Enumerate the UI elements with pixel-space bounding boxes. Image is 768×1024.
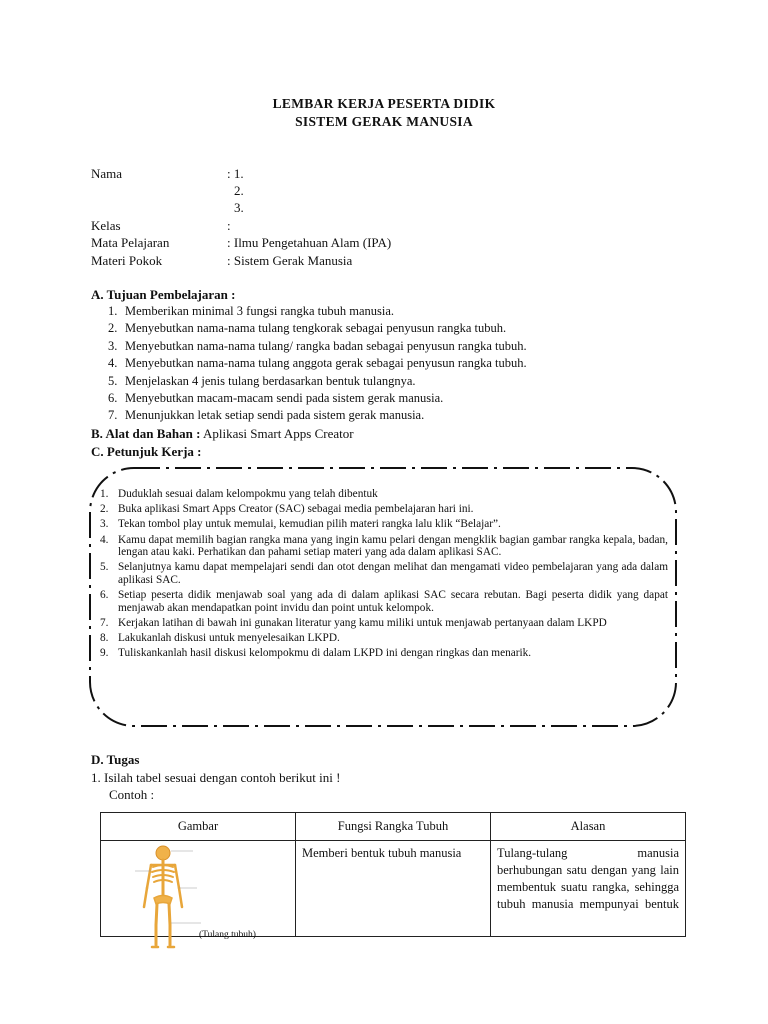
mapel-label: Mata Pelajaran — [91, 235, 170, 250]
table-header-row — [101, 813, 686, 841]
list-item: 8. Lakukanlah diskusi untuk menyelesaikan LKPD. — [100, 632, 340, 645]
list-item: 4. Menyebutkan nama-nama tulang anggota gerak sebagai penyusun rangka tubuh. — [108, 356, 527, 371]
section-b — [91, 426, 354, 442]
list-item: 3. Tekan tombol play untuk memulai, kemudian pilih materi rangka lalu klik “Belajar”. — [100, 518, 501, 531]
title-line-2: SISTEM GERAK MANUSIA — [295, 114, 473, 129]
section-b-value: Aplikasi Smart Apps Creator — [200, 426, 354, 441]
list-item: 2. Buka aplikasi Smart Apps Creator (SAC) sebagai media pembelajaran hari ini. — [100, 503, 474, 516]
list-item: 1. Memberikan minimal 3 fungsi rangka tubuh manusia. — [108, 304, 395, 318]
list-item: 9. Tuliskankanlah hasil diskusi kelompokmu di dalam LKPD ini dengan ringkas dan menarik. — [100, 647, 532, 660]
list-item: 1. Duduklah sesuai dalam kelompokmu yang telah dibentuk — [100, 488, 378, 500]
list-item: 2. Menyebutkan nama-nama tulang tengkorak sebagai penyusun rangka tubuh. — [108, 321, 507, 336]
task-1: 1. Isilah tabel sesuai dengan contoh berikut ini ! — [91, 770, 341, 785]
section-d-heading: D. Tugas — [91, 752, 140, 767]
list-item: 6. Menyebutkan macam-macam sendi pada sistem gerak manusia. — [108, 390, 444, 405]
list-item: 3. Menyebutkan nama-nama tulang/ rangka badan sebagai penyusun rangka tubuh. — [108, 338, 527, 353]
nama-value-2: 2. — [234, 183, 244, 198]
list-item: 6. Setiap peserta didik menjawab soal yang ada di dalam aplikasi SAC secara rebutan. Bagi peserta didik yang dapat menjawab akan mendapatkan point invidu dan point untuk kelompok. — [100, 589, 668, 614]
kelas-value: : — [227, 218, 231, 233]
contoh-label: Contoh : — [109, 787, 155, 802]
nama-value-3: 3. — [234, 200, 244, 215]
image-caption: (Tulang tubuh) — [199, 930, 256, 940]
materi-value: : Sistem Gerak Manusia — [227, 253, 353, 268]
kelas-label: Kelas — [91, 218, 121, 233]
example-table — [100, 812, 686, 940]
table-row — [101, 841, 686, 937]
header-gambar: Gambar — [101, 813, 296, 841]
list-item: 5. Selanjutnya kamu dapat mempelajari sendi dan otot dengan melihat dan mengamati video pembelajaran yang ada dalam aplikasi SAC. — [100, 561, 668, 586]
header-fungsi: Fungsi Rangka Tubuh — [296, 813, 491, 841]
cell-fungsi: Memberi bentuk tubuh manusia — [296, 841, 491, 937]
list-item: 5. Menjelaskan 4 jenis tulang berdasarkan bentuk tulangnya. — [108, 373, 416, 388]
section-b-heading: B. Alat dan Bahan : — [91, 426, 201, 441]
list-item: 7. Menunjukkan letak setiap sendi pada sistem gerak manusia. — [108, 408, 425, 423]
nama-value-1: : 1. — [227, 166, 244, 181]
title-line-1: LEMBAR KERJA PESERTA DIDIK — [272, 96, 496, 111]
materi-label: Materi Pokok — [91, 253, 163, 268]
header-alasan: Alasan — [491, 813, 686, 841]
section-c-heading: C. Petunjuk Kerja : — [91, 444, 202, 459]
list-item: 4. Kamu dapat memilih bagian rangka mana yang ingin kamu pelari dengan mengklik bagian gambar rangka kepala, badan, lengan atau kaki. Perhatikan dan pahami setiap materi yang ada dalam aplikasi SAC. — [100, 533, 668, 559]
cell-alasan: Tulang-tulang manusia berhubungan satu dengan yang lain membentuk suatu rangka, sehingga tubuh manusia mempunyai bentuk — [491, 841, 686, 937]
instructions-list — [100, 488, 668, 662]
mapel-value: : Ilmu Pengetahuan Alam (IPA) — [227, 235, 392, 250]
objectives-list — [108, 303, 527, 425]
section-a-heading: A. Tujuan Pembelajaran : — [91, 287, 236, 302]
list-item: 7. Kerjakan latihan di bawah ini gunakan literatur yang kamu miliki untuk menjawab pertanyaan dalam LKPD — [100, 616, 607, 629]
nama-label: Nama — [91, 166, 123, 181]
cell-gambar — [101, 841, 296, 940]
